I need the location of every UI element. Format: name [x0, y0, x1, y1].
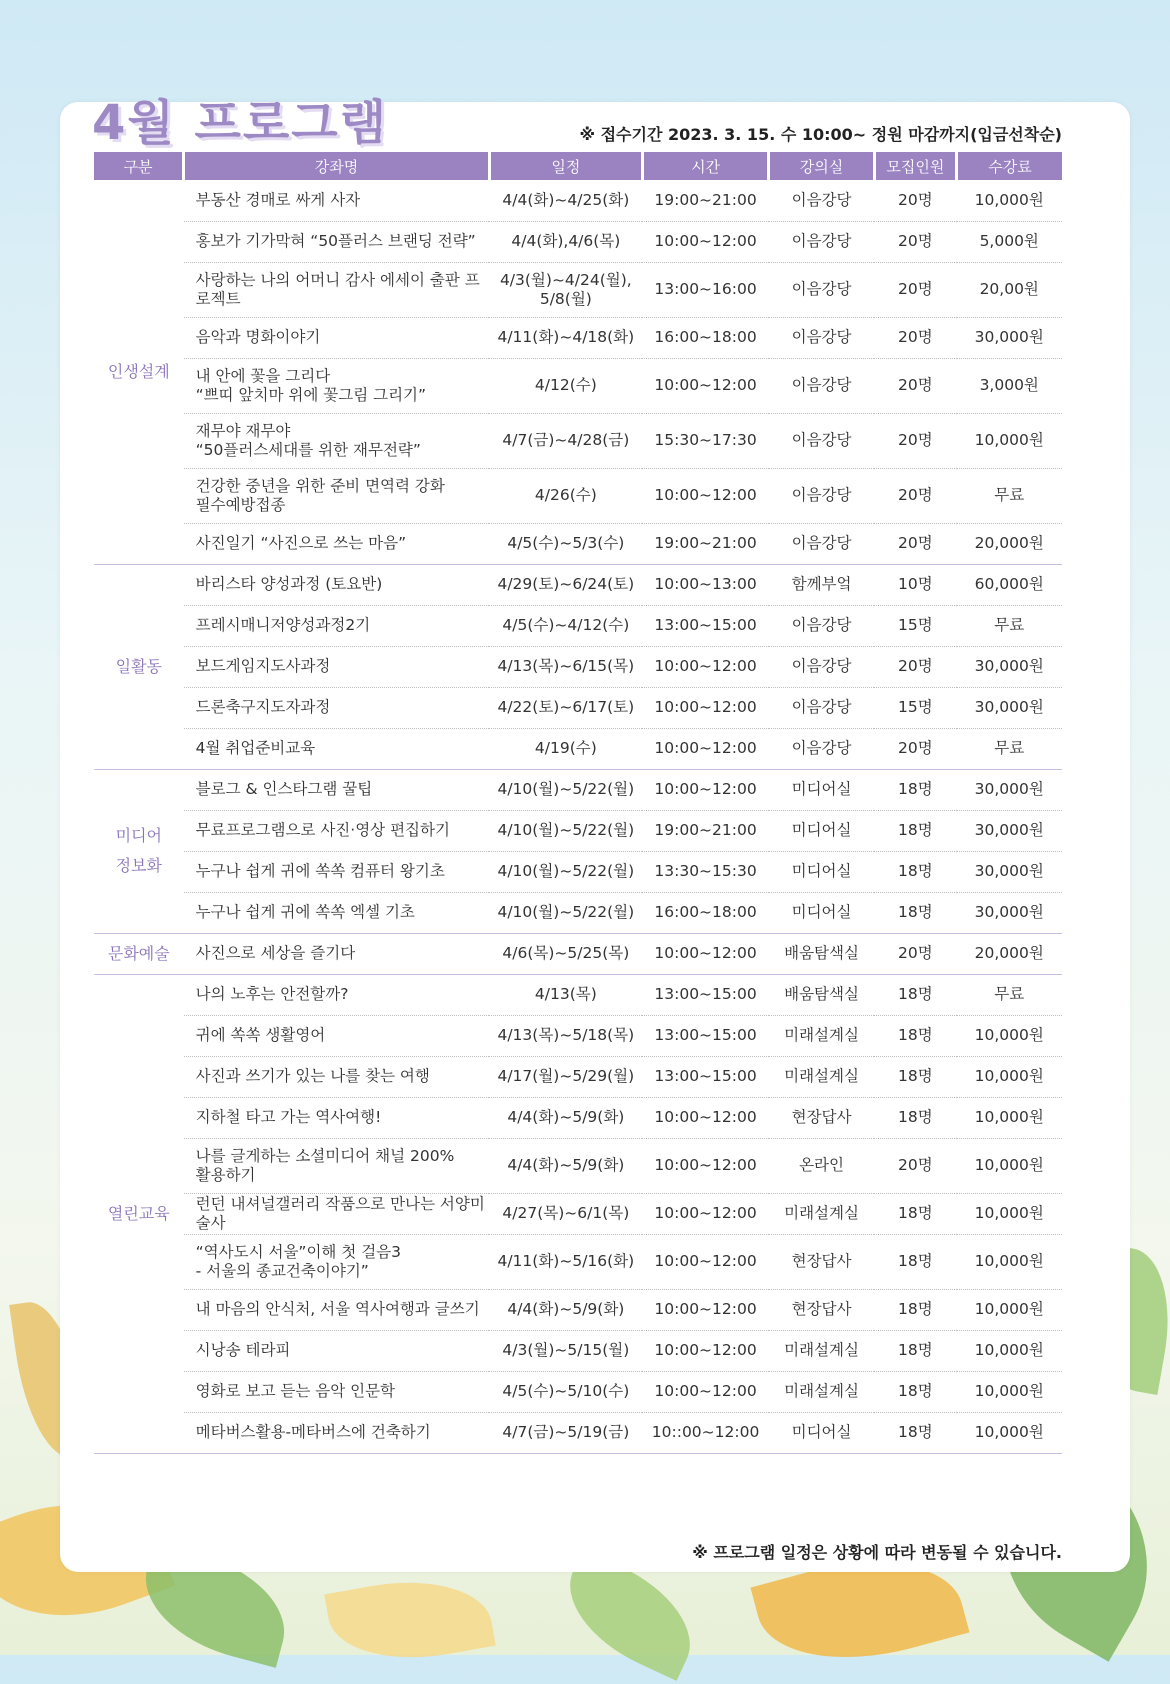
- fee-cell: 60,000원: [957, 564, 1063, 605]
- table-row: [94, 1015, 1062, 1056]
- room-cell: 이음강당: [769, 605, 874, 646]
- schedule-cell: 4/26(수): [489, 468, 642, 523]
- fee-cell: 10,000원: [957, 180, 1063, 221]
- category-cell: 일활동: [94, 564, 184, 769]
- table-row: [94, 413, 1062, 468]
- capacity-cell: 20명: [874, 468, 956, 523]
- header-time: 시간: [642, 152, 769, 180]
- fee-cell: 20,00원: [957, 262, 1063, 317]
- table-row: [94, 892, 1062, 933]
- capacity-cell: 20명: [874, 262, 956, 317]
- course-name-cell: “역사도시 서울”이해 첫 걸음3 - 서울의 종교건축이야기”: [184, 1234, 490, 1289]
- fee-cell: 30,000원: [957, 317, 1063, 358]
- room-cell: 배움탐색실: [769, 933, 874, 974]
- table-row: [94, 468, 1062, 523]
- capacity-cell: 18명: [874, 892, 956, 933]
- time-cell: 10:00~12:00: [642, 468, 769, 523]
- schedule-cell: 4/5(수)~4/12(수): [489, 605, 642, 646]
- header-category: 구분: [94, 152, 184, 180]
- fee-cell: 30,000원: [957, 851, 1063, 892]
- course-name-cell: 귀에 쏙쏙 생활영어: [184, 1015, 490, 1056]
- capacity-cell: 15명: [874, 605, 956, 646]
- fee-cell: 30,000원: [957, 687, 1063, 728]
- fee-cell: 10,000원: [957, 1412, 1063, 1453]
- table-row: [94, 974, 1062, 1015]
- fee-cell: 3,000원: [957, 358, 1063, 413]
- capacity-cell: 20명: [874, 646, 956, 687]
- table-row: [94, 605, 1062, 646]
- room-cell: 이음강당: [769, 262, 874, 317]
- header-schedule: 일정: [489, 152, 642, 180]
- schedule-cell: 4/17(월)~5/29(월): [489, 1056, 642, 1097]
- time-cell: 10:00~12:00: [642, 1330, 769, 1371]
- schedule-cell: 4/10(월)~5/22(월): [489, 851, 642, 892]
- capacity-cell: 20명: [874, 933, 956, 974]
- fee-cell: 10,000원: [957, 1015, 1063, 1056]
- schedule-cell: 4/11(화)~4/18(화): [489, 317, 642, 358]
- table-row: [94, 180, 1062, 221]
- fee-cell: 무료: [957, 605, 1063, 646]
- room-cell: 이음강당: [769, 317, 874, 358]
- footer-notice: ※ 프로그램 일정은 상황에 따라 변동될 수 있습니다.: [692, 1543, 1062, 1562]
- capacity-cell: 20명: [874, 728, 956, 769]
- room-cell: 미래설계실: [769, 1056, 874, 1097]
- header-capacity: 모집인원: [874, 152, 956, 180]
- time-cell: 10:00~12:00: [642, 1138, 769, 1193]
- table-row: [94, 728, 1062, 769]
- capacity-cell: 15명: [874, 687, 956, 728]
- table-row: [94, 1056, 1062, 1097]
- course-name-cell: 무료프로그램으로 사진·영상 편집하기: [184, 810, 490, 851]
- room-cell: 미디어실: [769, 851, 874, 892]
- schedule-cell: 4/10(월)~5/22(월): [489, 769, 642, 810]
- room-cell: 온라인: [769, 1138, 874, 1193]
- room-cell: 미래설계실: [769, 1371, 874, 1412]
- course-name-cell: 내 안에 꽃을 그리다 “쁘띠 앞치마 위에 꽃그림 그리기”: [184, 358, 490, 413]
- room-cell: 미래설계실: [769, 1330, 874, 1371]
- course-name-cell: 메타버스활용-메타버스에 건축하기: [184, 1412, 490, 1453]
- capacity-cell: 20명: [874, 180, 956, 221]
- course-name-cell: 내 마음의 안식처, 서울 역사여행과 글쓰기: [184, 1289, 490, 1330]
- capacity-cell: 18명: [874, 1412, 956, 1453]
- time-cell: 10:00~12:00: [642, 221, 769, 262]
- time-cell: 10:00~12:00: [642, 1289, 769, 1330]
- time-cell: 15:30~17:30: [642, 413, 769, 468]
- capacity-cell: 18명: [874, 769, 956, 810]
- fee-cell: 10,000원: [957, 1193, 1063, 1234]
- fee-cell: 무료: [957, 974, 1063, 1015]
- category-cell: 열린교육: [94, 974, 184, 1453]
- fee-cell: 30,000원: [957, 769, 1063, 810]
- fee-cell: 10,000원: [957, 1234, 1063, 1289]
- program-table: [94, 152, 1062, 1454]
- course-name-cell: 누구나 쉽게 귀에 쏙쏙 컴퓨터 왕기초: [184, 851, 490, 892]
- table-row: [94, 1289, 1062, 1330]
- course-name-cell: 사진과 쓰기가 있는 나를 찾는 여행: [184, 1056, 490, 1097]
- capacity-cell: 18명: [874, 1056, 956, 1097]
- table-row: [94, 221, 1062, 262]
- schedule-cell: 4/13(목)~5/18(목): [489, 1015, 642, 1056]
- capacity-cell: 20명: [874, 1138, 956, 1193]
- room-cell: 현장답사: [769, 1289, 874, 1330]
- room-cell: 이음강당: [769, 221, 874, 262]
- table-row: [94, 317, 1062, 358]
- schedule-cell: 4/7(금)~5/19(금): [489, 1412, 642, 1453]
- time-cell: 16:00~18:00: [642, 892, 769, 933]
- schedule-cell: 4/5(수)~5/10(수): [489, 1371, 642, 1412]
- course-name-cell: 사랑하는 나의 어머니 감사 에세이 출판 프로젝트: [184, 262, 490, 317]
- capacity-cell: 18명: [874, 1015, 956, 1056]
- table-row: [94, 1193, 1062, 1234]
- time-cell: 13:30~15:30: [642, 851, 769, 892]
- table-row: [94, 262, 1062, 317]
- capacity-cell: 18명: [874, 1097, 956, 1138]
- fee-cell: 무료: [957, 728, 1063, 769]
- fee-cell: 10,000원: [957, 1330, 1063, 1371]
- schedule-cell: 4/13(목)~6/15(목): [489, 646, 642, 687]
- course-name-cell: 블로그 & 인스타그램 꿀팁: [184, 769, 490, 810]
- room-cell: 이음강당: [769, 468, 874, 523]
- time-cell: 13:00~15:00: [642, 974, 769, 1015]
- room-cell: 미디어실: [769, 1412, 874, 1453]
- capacity-cell: 20명: [874, 317, 956, 358]
- time-cell: 13:00~16:00: [642, 262, 769, 317]
- time-cell: 10:00~12:00: [642, 646, 769, 687]
- course-name-cell: 바리스타 양성과정 (토요반): [184, 564, 490, 605]
- table-row: [94, 810, 1062, 851]
- course-name-cell: 시낭송 테라피: [184, 1330, 490, 1371]
- table-row: [94, 1138, 1062, 1193]
- time-cell: 10:00~12:00: [642, 769, 769, 810]
- room-cell: 미래설계실: [769, 1193, 874, 1234]
- course-name-cell: 4월 취업준비교육: [184, 728, 490, 769]
- capacity-cell: 10명: [874, 564, 956, 605]
- time-cell: 16:00~18:00: [642, 317, 769, 358]
- schedule-cell: 4/13(목): [489, 974, 642, 1015]
- category-cell: 인생설계: [94, 180, 184, 564]
- capacity-cell: 20명: [874, 413, 956, 468]
- time-cell: 10::00~12:00: [642, 1412, 769, 1453]
- fee-cell: 30,000원: [957, 892, 1063, 933]
- fee-cell: 무료: [957, 468, 1063, 523]
- capacity-cell: 20명: [874, 523, 956, 564]
- fee-cell: 10,000원: [957, 1097, 1063, 1138]
- course-name-cell: 드론축구지도자과정: [184, 687, 490, 728]
- capacity-cell: 18명: [874, 1289, 956, 1330]
- time-cell: 10:00~12:00: [642, 687, 769, 728]
- decorative-leaf: [324, 1567, 495, 1674]
- capacity-cell: 18명: [874, 851, 956, 892]
- course-name-cell: 지하철 타고 가는 역사여행!: [184, 1097, 490, 1138]
- course-name-cell: 나의 노후는 안전할까?: [184, 974, 490, 1015]
- room-cell: 현장답사: [769, 1097, 874, 1138]
- time-cell: 13:00~15:00: [642, 1056, 769, 1097]
- table-header-row: [94, 152, 1062, 180]
- capacity-cell: 18명: [874, 810, 956, 851]
- table-row: [94, 769, 1062, 810]
- course-name-cell: 재무야 재무야 “50플러스세대를 위한 재무전략”: [184, 413, 490, 468]
- course-name-cell: 런던 내셔널갤러리 작품으로 만나는 서양미술사: [184, 1193, 490, 1234]
- course-name-cell: 누구나 쉽게 귀에 쏙쏙 엑셀 기초: [184, 892, 490, 933]
- room-cell: 이음강당: [769, 180, 874, 221]
- room-cell: 이음강당: [769, 728, 874, 769]
- course-name-cell: 영화로 보고 듣는 음악 인문학: [184, 1371, 490, 1412]
- header-fee: 수강료: [957, 152, 1063, 180]
- room-cell: 미래설계실: [769, 1015, 874, 1056]
- table-row: [94, 933, 1062, 974]
- header-room: 강의실: [769, 152, 874, 180]
- time-cell: 10:00~12:00: [642, 1234, 769, 1289]
- table-row: [94, 851, 1062, 892]
- capacity-cell: 18명: [874, 1193, 956, 1234]
- time-cell: 10:00~12:00: [642, 1371, 769, 1412]
- schedule-cell: 4/27(목)~6/1(목): [489, 1193, 642, 1234]
- capacity-cell: 18명: [874, 1234, 956, 1289]
- time-cell: 13:00~15:00: [642, 1015, 769, 1056]
- schedule-cell: 4/11(화)~5/16(화): [489, 1234, 642, 1289]
- schedule-cell: 4/10(월)~5/22(월): [489, 892, 642, 933]
- table-row: [94, 358, 1062, 413]
- schedule-cell: 4/4(화)~5/9(화): [489, 1138, 642, 1193]
- fee-cell: 10,000원: [957, 1371, 1063, 1412]
- schedule-cell: 4/4(화),4/6(목): [489, 221, 642, 262]
- table-row: [94, 1371, 1062, 1412]
- schedule-cell: 4/4(화)~5/9(화): [489, 1289, 642, 1330]
- time-cell: 10:00~13:00: [642, 564, 769, 605]
- course-name-cell: 사진일기 “사진으로 쓰는 마음”: [184, 523, 490, 564]
- course-name-cell: 홍보가 기가막혀 “50플러스 브랜딩 전략”: [184, 221, 490, 262]
- schedule-cell: 4/3(월)~5/15(월): [489, 1330, 642, 1371]
- category-cell: 문화예술: [94, 933, 184, 974]
- schedule-cell: 4/4(화)~5/9(화): [489, 1097, 642, 1138]
- capacity-cell: 18명: [874, 1371, 956, 1412]
- room-cell: 이음강당: [769, 413, 874, 468]
- schedule-cell: 4/19(수): [489, 728, 642, 769]
- fee-cell: 10,000원: [957, 1289, 1063, 1330]
- course-name-cell: 사진으로 세상을 즐기다: [184, 933, 490, 974]
- schedule-cell: 4/3(월)~4/24(월), 5/8(월): [489, 262, 642, 317]
- course-name-cell: 프레시매니저양성과정2기: [184, 605, 490, 646]
- fee-cell: 10,000원: [957, 1056, 1063, 1097]
- room-cell: 이음강당: [769, 646, 874, 687]
- table-row: [94, 1234, 1062, 1289]
- time-cell: 10:00~12:00: [642, 728, 769, 769]
- table-row: [94, 687, 1062, 728]
- schedule-cell: 4/12(수): [489, 358, 642, 413]
- time-cell: 19:00~21:00: [642, 523, 769, 564]
- schedule-cell: 4/4(화)~4/25(화): [489, 180, 642, 221]
- course-name-cell: 음악과 명화이야기: [184, 317, 490, 358]
- header-course-name: 강좌명: [184, 152, 490, 180]
- table-row: [94, 564, 1062, 605]
- room-cell: 이음강당: [769, 358, 874, 413]
- course-name-cell: 보드게임지도사과정: [184, 646, 490, 687]
- room-cell: 이음강당: [769, 523, 874, 564]
- fee-cell: 5,000원: [957, 221, 1063, 262]
- time-cell: 10:00~12:00: [642, 1193, 769, 1234]
- course-name-cell: 부동산 경매로 싸게 사자: [184, 180, 490, 221]
- capacity-cell: 18명: [874, 1330, 956, 1371]
- capacity-cell: 20명: [874, 221, 956, 262]
- schedule-cell: 4/22(토)~6/17(토): [489, 687, 642, 728]
- schedule-cell: 4/10(월)~5/22(월): [489, 810, 642, 851]
- capacity-cell: 18명: [874, 974, 956, 1015]
- time-cell: 19:00~21:00: [642, 180, 769, 221]
- fee-cell: 30,000원: [957, 810, 1063, 851]
- time-cell: 10:00~12:00: [642, 933, 769, 974]
- category-cell: 미디어 정보화: [94, 769, 184, 933]
- room-cell: 미디어실: [769, 810, 874, 851]
- room-cell: 현장답사: [769, 1234, 874, 1289]
- schedule-cell: 4/29(토)~6/24(토): [489, 564, 642, 605]
- schedule-cell: 4/7(금)~4/28(금): [489, 413, 642, 468]
- time-cell: 19:00~21:00: [642, 810, 769, 851]
- room-cell: 미디어실: [769, 892, 874, 933]
- schedule-cell: 4/6(목)~5/25(목): [489, 933, 642, 974]
- time-cell: 10:00~12:00: [642, 1097, 769, 1138]
- table-row: [94, 1412, 1062, 1453]
- fee-cell: 10,000원: [957, 413, 1063, 468]
- page-title: 4월 프로그램: [92, 95, 388, 151]
- registration-notice: ※ 접수기간 2023. 3. 15. 수 10:00~ 정원 마감까지(입금선착순): [579, 125, 1062, 144]
- table-row: [94, 646, 1062, 687]
- time-cell: 10:00~12:00: [642, 358, 769, 413]
- table-row: [94, 523, 1062, 564]
- fee-cell: 30,000원: [957, 646, 1063, 687]
- table-body: [94, 180, 1062, 1453]
- table-row: [94, 1097, 1062, 1138]
- room-cell: 이음강당: [769, 687, 874, 728]
- fee-cell: 20,000원: [957, 933, 1063, 974]
- fee-cell: 10,000원: [957, 1138, 1063, 1193]
- table-row: [94, 1330, 1062, 1371]
- schedule-cell: 4/5(수)~5/3(수): [489, 523, 642, 564]
- capacity-cell: 20명: [874, 358, 956, 413]
- time-cell: 13:00~15:00: [642, 605, 769, 646]
- course-name-cell: 나를 글게하는 소셜미디어 채널 200% 활용하기: [184, 1138, 490, 1193]
- fee-cell: 20,000원: [957, 523, 1063, 564]
- course-name-cell: 건강한 중년을 위한 준비 면역력 강화 필수예방접종: [184, 468, 490, 523]
- room-cell: 함께부엌: [769, 564, 874, 605]
- room-cell: 미디어실: [769, 769, 874, 810]
- room-cell: 배움탐색실: [769, 974, 874, 1015]
